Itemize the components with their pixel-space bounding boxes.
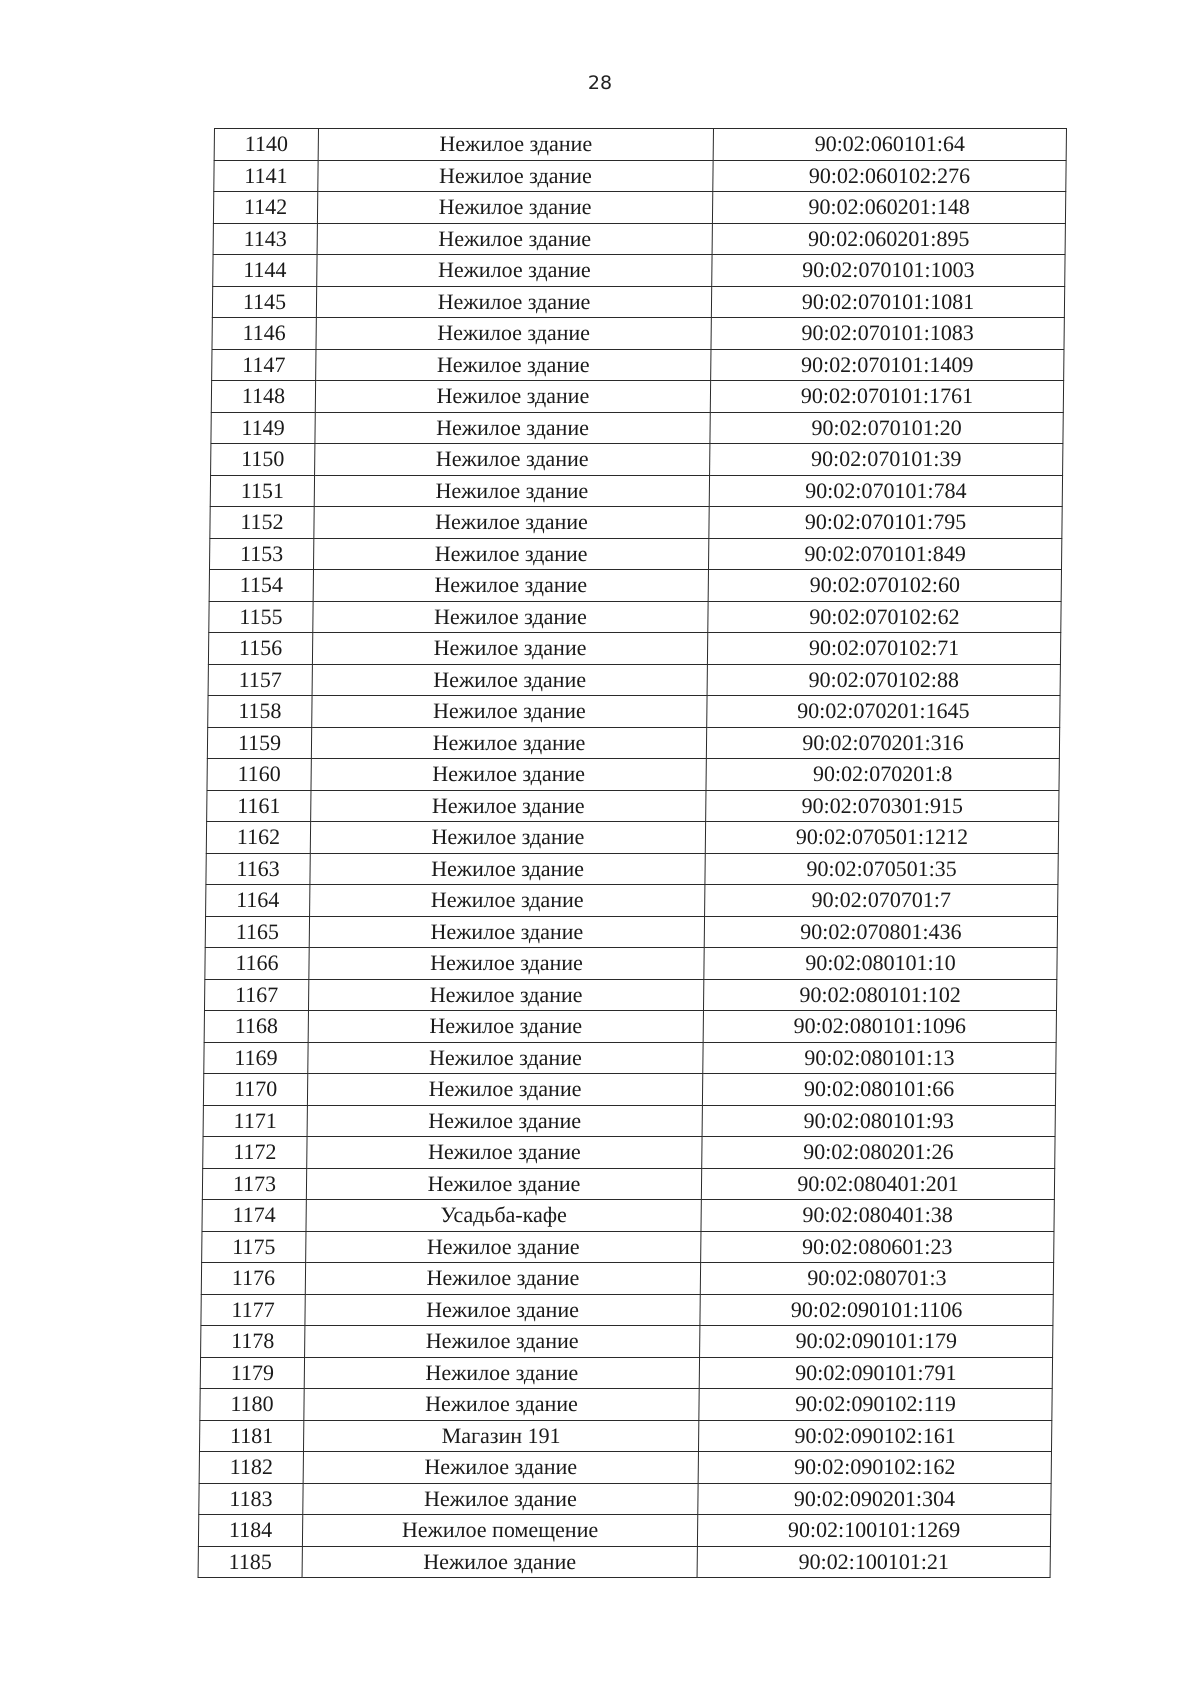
table-row <box>205 916 1057 948</box>
property-registry-table <box>198 128 1067 1578</box>
cadastral-number-cell: 90:02:100101:21 <box>697 1546 1050 1578</box>
table-row <box>203 1105 1055 1137</box>
row-number-cell: 1185 <box>198 1546 302 1578</box>
object-name-cell: Нежилое здание <box>305 1294 700 1326</box>
cadastral-number-cell: 90:02:090101:1106 <box>700 1294 1053 1326</box>
object-name-cell: Нежилое здание <box>318 160 713 192</box>
object-name-cell: Нежилое здание <box>306 1168 701 1200</box>
table-row <box>198 1515 1050 1547</box>
cadastral-number-cell: 90:02:060101:64 <box>713 129 1066 161</box>
row-number-cell: 1147 <box>212 349 316 381</box>
table-body <box>198 129 1066 1578</box>
table-row <box>201 1326 1053 1358</box>
object-name-cell: Нежилое здание <box>314 507 709 539</box>
object-name-cell: Нежилое здание <box>303 1452 698 1484</box>
table-row <box>214 129 1066 161</box>
table-row <box>206 853 1058 885</box>
object-name-cell: Нежилое здание <box>310 822 705 854</box>
cadastral-number-cell: 90:02:070101:1761 <box>710 381 1063 413</box>
cadastral-number-cell: 90:02:060201:895 <box>712 223 1065 255</box>
cadastral-number-cell: 90:02:080101:10 <box>704 948 1057 980</box>
row-number-cell: 1178 <box>201 1326 305 1358</box>
object-name-cell: Нежилое здание <box>313 538 708 570</box>
row-number-cell: 1167 <box>204 979 308 1011</box>
table-row <box>209 601 1061 633</box>
object-name-cell: Нежилое здание <box>302 1546 697 1578</box>
object-name-cell: Нежилое здание <box>314 475 709 507</box>
table-row <box>208 633 1060 665</box>
row-number-cell: 1142 <box>213 192 317 224</box>
object-name-cell: Нежилое здание <box>308 1011 703 1043</box>
cadastral-number-cell: 90:02:070101:20 <box>710 412 1063 444</box>
object-name-cell: Нежилое здание <box>313 601 708 633</box>
object-name-cell: Нежилое здание <box>305 1326 700 1358</box>
table-row <box>203 1137 1055 1169</box>
row-number-cell: 1151 <box>210 475 314 507</box>
row-number-cell: 1145 <box>212 286 316 318</box>
row-number-cell: 1175 <box>202 1231 306 1263</box>
cadastral-number-cell: 90:02:090102:162 <box>698 1452 1051 1484</box>
object-name-cell: Нежилое здание <box>303 1483 698 1515</box>
cadastral-number-cell: 90:02:070102:88 <box>707 664 1060 696</box>
object-name-cell: Нежилое здание <box>304 1357 699 1389</box>
row-number-cell: 1181 <box>199 1420 303 1452</box>
object-name-cell: Нежилое здание <box>315 412 710 444</box>
object-name-cell: Нежилое здание <box>307 1137 702 1169</box>
row-number-cell: 1176 <box>201 1263 305 1295</box>
cadastral-number-cell: 90:02:070201:316 <box>706 727 1059 759</box>
table-row <box>212 318 1064 350</box>
cadastral-number-cell: 90:02:080201:26 <box>702 1137 1055 1169</box>
cadastral-number-cell: 90:02:070101:784 <box>709 475 1062 507</box>
table-row <box>208 664 1060 696</box>
cadastral-number-cell: 90:02:080401:38 <box>701 1200 1054 1232</box>
cadastral-number-cell: 90:02:070501:35 <box>705 853 1058 885</box>
table-row <box>213 255 1065 287</box>
cadastral-number-cell: 90:02:090102:161 <box>698 1420 1051 1452</box>
cadastral-number-cell: 90:02:080401:201 <box>701 1168 1054 1200</box>
table-row <box>211 412 1063 444</box>
cadastral-number-cell: 90:02:070201:8 <box>706 759 1059 791</box>
row-number-cell: 1179 <box>200 1357 304 1389</box>
cadastral-number-cell: 90:02:070101:849 <box>708 538 1061 570</box>
object-name-cell: Нежилое здание <box>308 1042 703 1074</box>
object-name-cell: Нежилое здание <box>308 979 703 1011</box>
table-row <box>202 1200 1054 1232</box>
cadastral-number-cell: 90:02:070501:1212 <box>705 822 1058 854</box>
row-number-cell: 1183 <box>199 1483 303 1515</box>
cadastral-number-cell: 90:02:070102:71 <box>707 633 1060 665</box>
cadastral-number-cell: 90:02:070101:1003 <box>712 255 1065 287</box>
table-row <box>202 1231 1054 1263</box>
table-row <box>211 381 1063 413</box>
row-number-cell: 1172 <box>203 1137 307 1169</box>
object-name-cell: Нежилое здание <box>311 790 706 822</box>
cadastral-number-cell: 90:02:070101:1083 <box>711 318 1064 350</box>
row-number-cell: 1148 <box>211 381 315 413</box>
row-number-cell: 1150 <box>211 444 315 476</box>
table-row <box>207 727 1059 759</box>
cadastral-number-cell: 90:02:080101:93 <box>702 1105 1055 1137</box>
row-number-cell: 1159 <box>207 727 311 759</box>
cadastral-number-cell: 90:02:080601:23 <box>701 1231 1054 1263</box>
object-name-cell: Нежилое здание <box>310 885 705 917</box>
table-row <box>205 948 1057 980</box>
object-name-cell: Нежилое здание <box>316 286 711 318</box>
object-name-cell: Нежилое здание <box>312 696 707 728</box>
row-number-cell: 1177 <box>201 1294 305 1326</box>
table-row <box>200 1357 1052 1389</box>
row-number-cell: 1174 <box>202 1200 306 1232</box>
table-row <box>214 160 1066 192</box>
table-row <box>204 979 1056 1011</box>
row-number-cell: 1149 <box>211 412 315 444</box>
object-name-cell: Нежилое помещение <box>302 1515 697 1547</box>
row-number-cell: 1164 <box>206 885 310 917</box>
table-row <box>213 223 1065 255</box>
row-number-cell: 1182 <box>199 1452 303 1484</box>
object-name-cell: Нежилое здание <box>312 633 707 665</box>
object-name-cell: Нежилое здание <box>316 349 711 381</box>
object-name-cell: Усадьба-кафе <box>306 1200 701 1232</box>
table-row <box>210 507 1062 539</box>
row-number-cell: 1146 <box>212 318 316 350</box>
object-name-cell: Нежилое здание <box>315 381 710 413</box>
object-name-cell: Магазин 191 <box>303 1420 698 1452</box>
table-row <box>199 1483 1051 1515</box>
cadastral-number-cell: 90:02:070701:7 <box>705 885 1058 917</box>
object-name-cell: Нежилое здание <box>309 916 704 948</box>
table-row <box>203 1074 1055 1106</box>
cadastral-number-cell: 90:02:070102:60 <box>708 570 1061 602</box>
table-row <box>198 1546 1050 1578</box>
cadastral-number-cell: 90:02:060102:276 <box>713 160 1066 192</box>
row-number-cell: 1180 <box>200 1389 304 1421</box>
row-number-cell: 1160 <box>207 759 311 791</box>
table-row <box>204 1011 1056 1043</box>
object-name-cell: Нежилое здание <box>305 1263 700 1295</box>
object-name-cell: Нежилое здание <box>313 570 708 602</box>
object-name-cell: Нежилое здание <box>318 129 713 161</box>
table-row <box>208 696 1060 728</box>
row-number-cell: 1170 <box>203 1074 307 1106</box>
table-row <box>204 1042 1056 1074</box>
object-name-cell: Нежилое здание <box>316 318 711 350</box>
row-number-cell: 1163 <box>206 853 310 885</box>
row-number-cell: 1140 <box>214 129 318 161</box>
table-row <box>199 1452 1051 1484</box>
cadastral-number-cell: 90:02:090102:119 <box>699 1389 1052 1421</box>
row-number-cell: 1154 <box>209 570 313 602</box>
row-number-cell: 1165 <box>205 916 309 948</box>
table-row <box>211 444 1063 476</box>
object-name-cell: Нежилое здание <box>309 948 704 980</box>
object-name-cell: Нежилое здание <box>307 1074 702 1106</box>
row-number-cell: 1156 <box>208 633 312 665</box>
table-row <box>209 570 1061 602</box>
cadastral-number-cell: 90:02:080101:66 <box>702 1074 1055 1106</box>
table-row <box>206 885 1058 917</box>
cadastral-number-cell: 90:02:090201:304 <box>698 1483 1051 1515</box>
row-number-cell: 1158 <box>208 696 312 728</box>
cadastral-number-cell: 90:02:060201:148 <box>712 192 1065 224</box>
cadastral-number-cell: 90:02:090101:179 <box>700 1326 1053 1358</box>
table-row <box>212 349 1064 381</box>
row-number-cell: 1152 <box>210 507 314 539</box>
table-row <box>207 790 1059 822</box>
cadastral-number-cell: 90:02:080101:102 <box>703 979 1056 1011</box>
object-name-cell: Нежилое здание <box>315 444 710 476</box>
cadastral-number-cell: 90:02:070101:39 <box>710 444 1063 476</box>
cadastral-number-cell: 90:02:070101:1081 <box>711 286 1064 318</box>
table-row <box>213 192 1065 224</box>
object-name-cell: Нежилое здание <box>312 664 707 696</box>
object-name-cell: Нежилое здание <box>306 1231 701 1263</box>
table-row <box>210 475 1062 507</box>
object-name-cell: Нежилое здание <box>304 1389 699 1421</box>
page-number: 28 <box>587 72 613 94</box>
row-number-cell: 1161 <box>207 790 311 822</box>
table-row <box>199 1420 1051 1452</box>
row-number-cell: 1157 <box>208 664 312 696</box>
table-row <box>202 1168 1054 1200</box>
cadastral-number-cell: 90:02:080101:1096 <box>703 1011 1056 1043</box>
object-name-cell: Нежилое здание <box>310 853 705 885</box>
row-number-cell: 1155 <box>209 601 313 633</box>
cadastral-number-cell: 90:02:080101:13 <box>703 1042 1056 1074</box>
cadastral-number-cell: 90:02:080701:3 <box>700 1263 1053 1295</box>
object-name-cell: Нежилое здание <box>311 759 706 791</box>
cadastral-number-cell: 90:02:070201:1645 <box>707 696 1060 728</box>
row-number-cell: 1153 <box>209 538 313 570</box>
object-name-cell: Нежилое здание <box>311 727 706 759</box>
table-row <box>200 1389 1052 1421</box>
row-number-cell: 1168 <box>204 1011 308 1043</box>
cadastral-number-cell: 90:02:070101:1409 <box>711 349 1064 381</box>
row-number-cell: 1173 <box>202 1168 306 1200</box>
cadastral-number-cell: 90:02:070301:915 <box>706 790 1059 822</box>
table-row <box>206 822 1058 854</box>
table-row <box>209 538 1061 570</box>
cadastral-number-cell: 90:02:070101:795 <box>709 507 1062 539</box>
row-number-cell: 1141 <box>214 160 318 192</box>
cadastral-number-cell: 90:02:070801:436 <box>704 916 1057 948</box>
table-row <box>201 1263 1053 1295</box>
row-number-cell: 1166 <box>205 948 309 980</box>
table-row <box>201 1294 1053 1326</box>
row-number-cell: 1143 <box>213 223 317 255</box>
object-name-cell: Нежилое здание <box>307 1105 702 1137</box>
object-name-cell: Нежилое здание <box>317 192 712 224</box>
cadastral-number-cell: 90:02:070102:62 <box>708 601 1061 633</box>
table-row <box>207 759 1059 791</box>
table-row <box>212 286 1064 318</box>
row-number-cell: 1169 <box>204 1042 308 1074</box>
row-number-cell: 1162 <box>206 822 310 854</box>
object-name-cell: Нежилое здание <box>317 223 712 255</box>
row-number-cell: 1184 <box>198 1515 302 1547</box>
cadastral-number-cell: 90:02:100101:1269 <box>697 1515 1050 1547</box>
object-name-cell: Нежилое здание <box>317 255 712 287</box>
row-number-cell: 1171 <box>203 1105 307 1137</box>
cadastral-number-cell: 90:02:090101:791 <box>699 1357 1052 1389</box>
row-number-cell: 1144 <box>213 255 317 287</box>
